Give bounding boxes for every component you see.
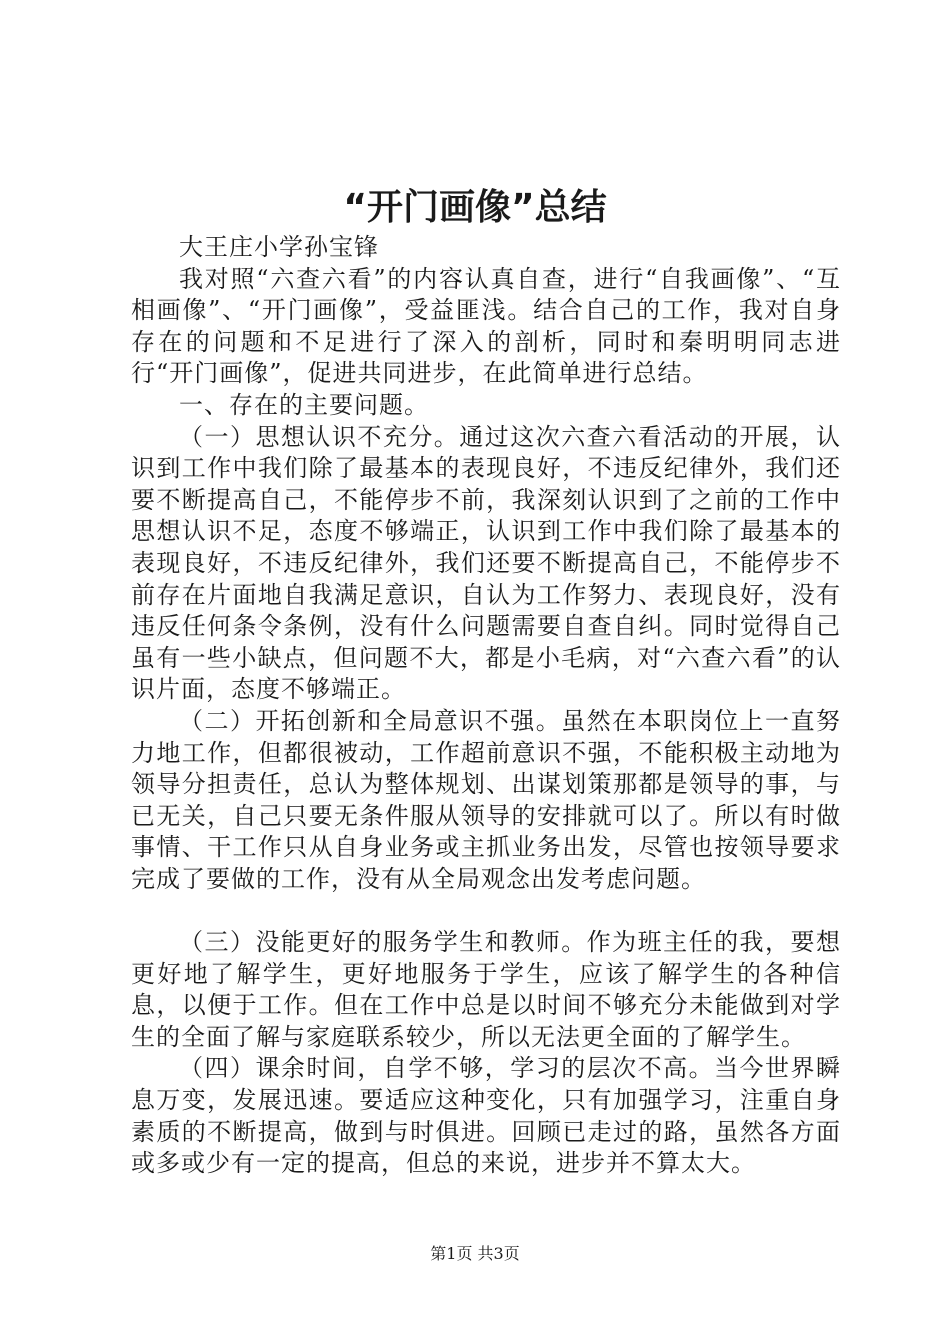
paragraph-problem-3: （三）没能更好的服务学生和教师。作为班主任的我，要想更好地了解学生，更好地服务于学生，应该了解学生的各种信息，以便于工作。但在工作中总是以时间不够充分未能做到对学生的全面了解与家庭联系较少，所以无法更全面的了解学生。: [131, 928, 841, 1051]
paragraph-problem-2: （二）开拓创新和全局意识不强。虽然在本职岗位上一直努力地工作，但都很被动，工作超前意识不强，不能积极主动地为领导分担责任，总认为整体规划、出谋划策那都是领导的事，与已无关，自己只要无条件服从领导的安排就可以了。所以有时做事情、干工作只从自身业务或主抓业务出发，尽管也按领导要求完成了要做的工作，没有从全局观念出发考虑问题。: [131, 706, 841, 893]
document-body: [131, 232, 841, 1180]
paragraph-intro: 我对照“六查六看”的内容认真自查，进行“自我画像”、“互相画像”、“开门画像”，受益匪浅。结合自己的工作，我对自身存在的问题和不足进行了深入的剖析，同时和秦明明同志进行“开门画像”，促进共同进步，在此简单进行总结。: [131, 264, 841, 388]
section-heading: 一、存在的主要问题。: [179, 390, 429, 419]
author-line: 大王庄小学孙宝锋: [179, 233, 379, 261]
paragraph-problem-4: （四）课余时间，自学不够，学习的层次不高。当今世界瞬息万变，发展迅速。要适应这种变化，只有加强学习，注重自身素质的不断提高，做到与时俱进。回顾已走过的路，虽然各方面或多或少有一定的提高，但总的来说，进步并不算太大。: [131, 1054, 841, 1178]
document-title: “开门画像”总结: [343, 187, 607, 228]
page-footer: 第1页 共3页: [430, 1244, 520, 1263]
paragraph-problem-1: （一）思想认识不充分。通过这次六查六看活动的开展，认识到工作中我们除了最基本的表现良好，不违反纪律外，我们还要不断提高自己，不能停步不前，我深刻认识到了之前的工作中思想认识不足，态度不够端正，认识到工作中我们除了最基本的表现良好，不违反纪律外，我们还要不断提高自己，不能停步不前存在片面地自我满足意识，自认为工作努力、表现良好，没有违反任何条令条例，没有什么问题需要自查自纠。同时觉得自己虽有一些小缺点，但问题不大，都是小毛病，对“六查六看”的认识片面，态度不够端正。: [131, 422, 841, 704]
